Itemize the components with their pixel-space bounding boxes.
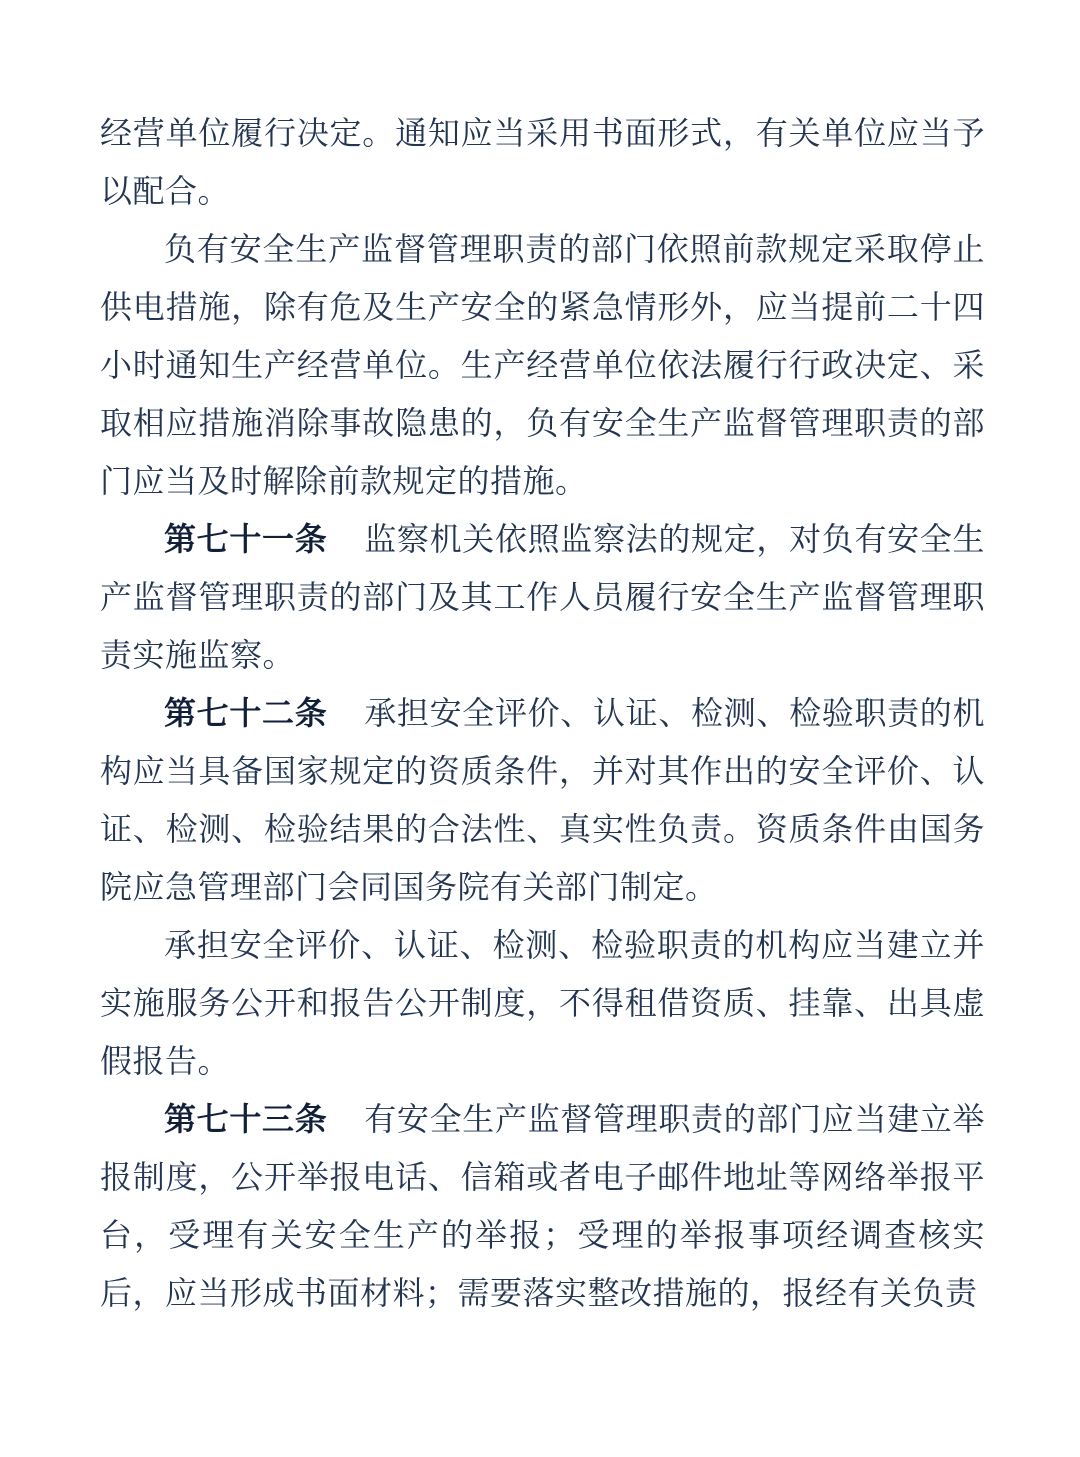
- paragraph-text: 有安全生产监督管理职责的部门应当建立举报制度，公开举报电话、信箱或者电子邮件地址等网络举报平台，受理有关安全生产的举报；受理的举报事项经调查核实后，应当形成书面材料；需要落实整改措施的，报经有关负责: [100, 1101, 985, 1311]
- article-paragraph: [100, 684, 985, 916]
- paragraph-text: 经营单位履行决定。通知应当采用书面形式，有关单位应当予以配合。: [100, 115, 985, 209]
- article-paragraph: [100, 1090, 985, 1322]
- article-number: 第七十一条: [164, 521, 328, 557]
- document-body: [100, 104, 985, 1322]
- paragraph-text: 承担安全评价、认证、检测、检验职责的机构应当建立并实施服务公开和报告公开制度，不得租借资质、挂靠、出具虚假报告。: [100, 927, 985, 1079]
- paragraph-text: 监察机关依照监察法的规定，对负有安全生产监督管理职责的部门及其工作人员履行安全生产监督管理职责实施监察。: [100, 521, 985, 673]
- paragraph: [100, 916, 985, 1090]
- paragraph: [100, 104, 985, 220]
- paragraph: [100, 220, 985, 510]
- article-number: 第七十三条: [164, 1101, 328, 1137]
- paragraph-text: 负有安全生产监督管理职责的部门依照前款规定采取停止供电措施，除有危及生产安全的紧急情形外，应当提前二十四小时通知生产经营单位。生产经营单位依法履行行政决定、采取相应措施消除事故隐患的，负有安全生产监督管理职责的部门应当及时解除前款规定的措施。: [100, 231, 985, 499]
- paragraph-text: 承担安全评价、认证、检测、检验职责的机构应当具备国家规定的资质条件，并对其作出的安全评价、认证、检测、检验结果的合法性、真实性负责。资质条件由国务院应急管理部门会同国务院有关部门制定。: [100, 695, 985, 905]
- article-paragraph: [100, 510, 985, 684]
- article-number: 第七十二条: [164, 695, 328, 731]
